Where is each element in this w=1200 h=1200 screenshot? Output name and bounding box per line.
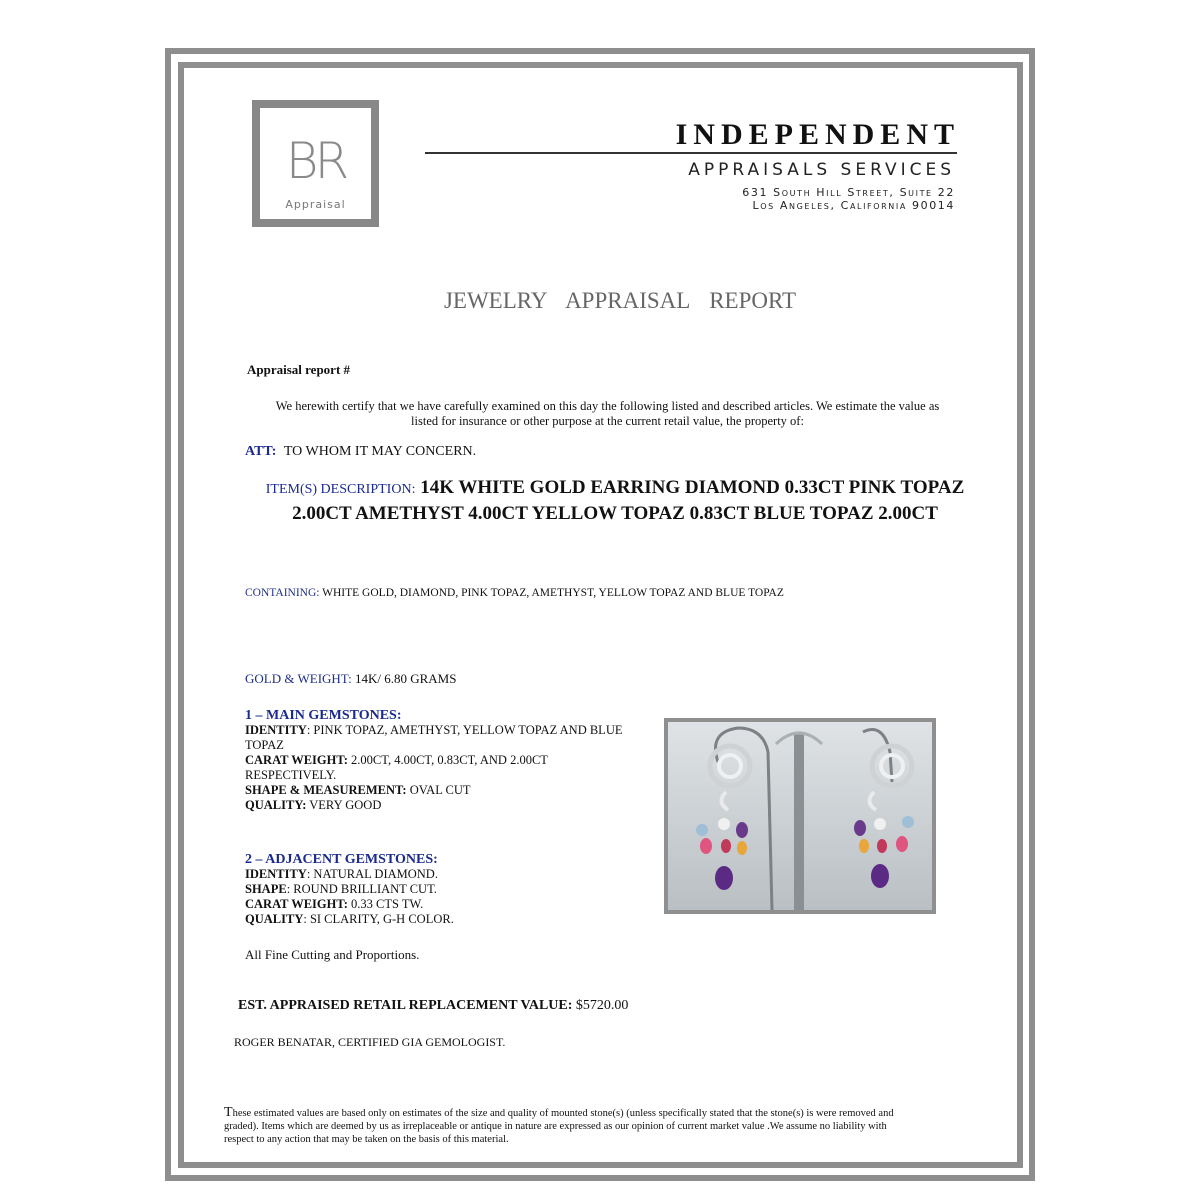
main-shape-label: SHAPE & MEASUREMENT:	[245, 783, 407, 797]
address-line-2: Los Angeles, California 90014	[752, 199, 955, 212]
att-line	[245, 444, 476, 459]
logo-word: Appraisal	[285, 198, 346, 211]
adjacent-gemstones-heading: 2 – ADJACENT GEMSTONES:	[245, 852, 438, 867]
adjacent-shape-label: SHAPE	[245, 882, 287, 896]
br-appraisal-logo	[252, 100, 379, 227]
item-description-value: 14K WHITE GOLD EARRING DIAMOND 0.33CT PINK TOPAZ 2.00CT AMETHYST 4.00CT YELLOW TOPAZ 0.83CT BLUE TOPAZ 2.00CT	[292, 477, 965, 524]
disclaimer-initial: T	[224, 1105, 233, 1120]
gold-weight-line	[245, 671, 456, 686]
main-quality-value: VERY GOOD	[306, 798, 382, 812]
certification-text	[230, 399, 985, 429]
containing-value: WHITE GOLD, DIAMOND, PINK TOPAZ, AMETHYST, YELLOW TOPAZ AND BLUE TOPAZ	[322, 587, 784, 599]
adjacent-carat-value: 0.33 CTS TW.	[347, 897, 424, 911]
header-divider	[425, 152, 957, 154]
main-gemstones-heading: 1 – MAIN GEMSTONES:	[245, 708, 402, 723]
item-description-label: ITEM(S) DESCRIPTION:	[265, 482, 416, 497]
main-identity	[245, 723, 640, 753]
containing-line	[245, 586, 784, 601]
company-name: INDEPENDENT	[675, 118, 960, 151]
att-label: ATT:	[245, 444, 277, 459]
gold-weight-value: 14K/ 6.80 GRAMS	[354, 671, 457, 686]
adjacent-quality-label: QUALITY	[245, 912, 304, 926]
report-number-label: Appraisal report #	[247, 362, 351, 377]
adjacent-carat	[245, 897, 640, 912]
company-subtitle: APPRAISALS SERVICES	[688, 160, 955, 180]
att-value: TO WHOM IT MAY CONCERN.	[283, 444, 477, 459]
adjacent-shape	[245, 882, 640, 897]
adjacent-identity-value: : NATURAL DIAMOND.	[306, 867, 438, 881]
earring-photo	[664, 718, 936, 914]
adjacent-quality	[245, 912, 640, 927]
logo-monogram: BR	[285, 132, 346, 190]
adjacent-shape-value: : ROUND BRILLIANT CUT.	[286, 882, 437, 896]
main-shape	[245, 783, 640, 798]
main-quality-label: QUALITY:	[245, 798, 307, 812]
certify-line-1: We herewith certify that we have carefully examined on this day the following listed and described articles. We estimate the value as	[275, 399, 940, 413]
main-identity-value: : PINK TOPAZ, AMETHYST, YELLOW TOPAZ AND BLUE TOPAZ	[245, 723, 623, 752]
appraised-value-amount: $5720.00	[575, 998, 629, 1013]
adjacent-identity-label: IDENTITY	[245, 867, 307, 881]
adjacent-gemstones-section	[245, 852, 640, 927]
appraised-value-label: EST. APPRAISED RETAIL REPLACEMENT VALUE:	[238, 998, 573, 1013]
adjacent-identity	[245, 867, 640, 882]
disclaimer	[224, 1106, 914, 1146]
address-line-1: 631 South Hill Street, Suite 22	[742, 186, 955, 199]
fine-cutting-note: All Fine Cutting and Proportions.	[245, 947, 420, 962]
main-quality	[245, 798, 640, 813]
containing-label: CONTAINING:	[245, 587, 320, 599]
main-carat-value: 2.00CT, 4.00CT, 0.83CT, AND 2.00CT RESPECTIVELY.	[245, 753, 548, 782]
report-title: JEWELRY APPRAISAL REPORT	[443, 288, 797, 313]
main-gemstones-section	[245, 708, 640, 813]
main-identity-label: IDENTITY	[245, 723, 307, 737]
appraised-value-line	[238, 998, 628, 1013]
earring-illustration	[668, 722, 932, 910]
disclaimer-text: hese estimated values are based only on estimates of the size and quality of mounted stone(s) (unless specifically stated that the stone(s) is were removed and graded). Items which are deemed by us as irreplaceable or antique in nature are expressed as our opinion of current market value .We assume no liability with respect to any action that may be taken on the basis of this material.	[224, 1108, 894, 1145]
main-carat	[245, 753, 640, 783]
item-description	[240, 476, 990, 526]
adjacent-quality-value: : SI CLARITY, G-H COLOR.	[303, 912, 454, 926]
certify-line-2: listed for insurance or other purpose at the current retail value, the property of:	[411, 414, 804, 428]
gold-weight-label: GOLD & WEIGHT:	[245, 671, 352, 686]
gemologist-signature: ROGER BENATAR, CERTIFIED GIA GEMOLOGIST.	[234, 1035, 506, 1049]
company-address	[600, 186, 955, 212]
adjacent-carat-label: CARAT WEIGHT:	[245, 897, 348, 911]
main-shape-value: OVAL CUT	[406, 783, 471, 797]
main-carat-label: CARAT WEIGHT:	[245, 753, 348, 767]
